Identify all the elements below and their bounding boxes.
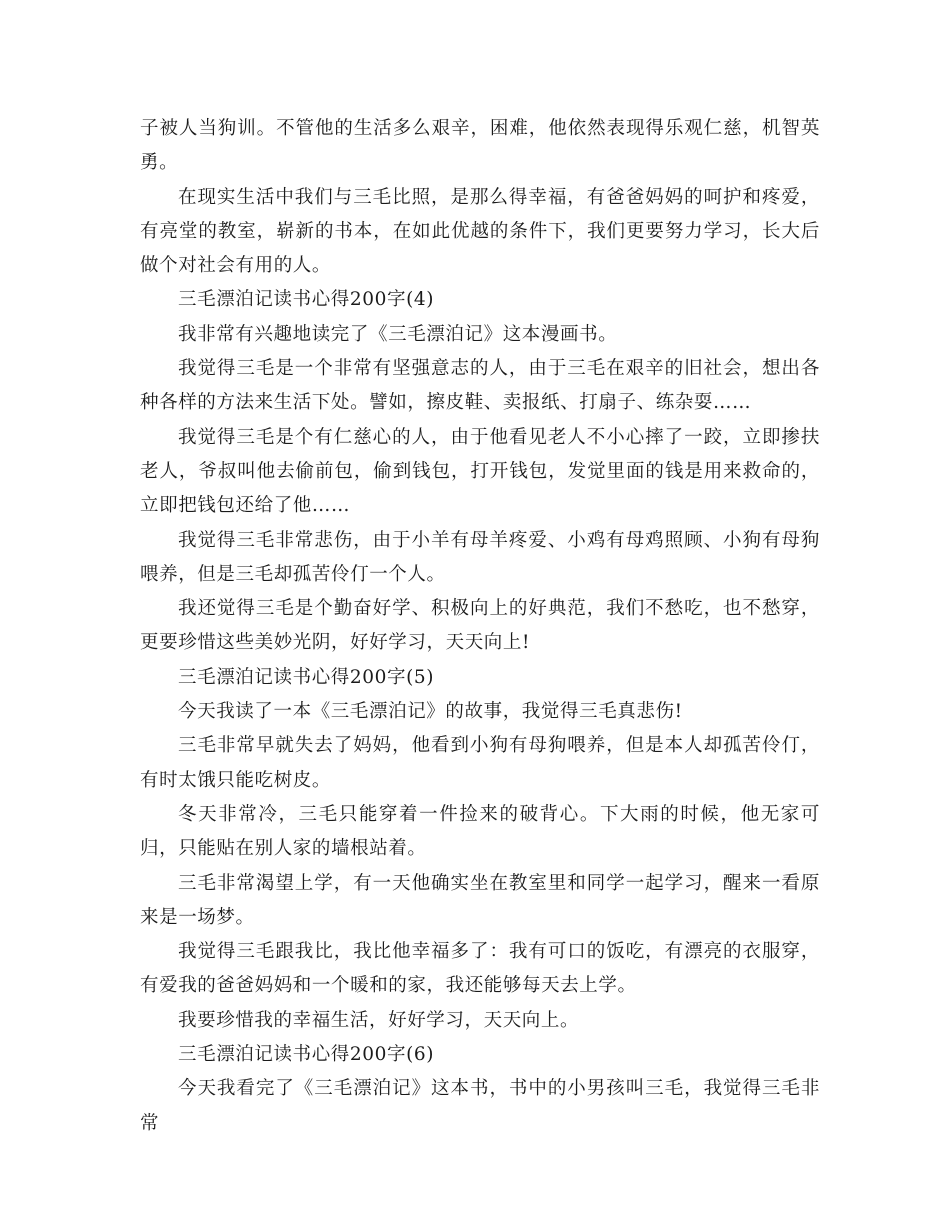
- paragraph: 冬天非常冷，三毛只能穿着一件捡来的破背心。下大雨的时候，他无家可归，只能贴在别人家的墙根站着。: [140, 803, 820, 860]
- document-body: [140, 112, 820, 1141]
- paragraph: 三毛非常渴望上学，有一天他确实坐在教室里和同学一起学习，醒来一看原来是一场梦。: [140, 872, 820, 928]
- paragraph: 在现实生活中我们与三毛比照，是那么得幸福，有爸爸妈妈的呵护和疼爱，有亮堂的教室，崭新的书本，在如此优越的条件下，我们更要努力学习，长大后做个对社会有用的人。: [140, 186, 820, 277]
- section-heading: 三毛漂泊记读书心得200字(5): [178, 666, 435, 688]
- section-heading: 三毛漂泊记读书心得200字(6): [178, 1044, 435, 1066]
- paragraph: 今天我看完了《三毛漂泊记》这本书，书中的小男孩叫三毛，我觉得三毛非常: [140, 1078, 820, 1134]
- paragraph: 我觉得三毛是个有仁慈心的人，由于他看见老人不小心摔了一跤，立即掺扶老人，爷叔叫他去偷前包，偷到钱包，打开钱包，发觉里面的钱是用来救命的，立即把钱包还给了他……: [140, 426, 820, 517]
- paragraph-continuation: 子被人当狗训。不管他的生活多么艰辛，困难，他依然表现得乐观仁慈，机智英勇。: [140, 118, 820, 174]
- paragraph: 我觉得三毛跟我比，我比他幸福多了：我有可口的饭吃，有漂亮的衣服穿，有爱我的爸爸妈妈和一个暖和的家，我还能够每天去上学。: [140, 941, 820, 997]
- paragraph: 我觉得三毛非常悲伤，由于小羊有母羊疼爱、小鸡有母鸡照顾、小狗有母狗喂养，但是三毛却孤苦伶仃一个人。: [140, 529, 820, 585]
- paragraph: 三毛非常早就失去了妈妈，他看到小狗有母狗喂养，但是本人却孤苦伶仃，有时太饿只能吃树皮。: [140, 735, 820, 791]
- paragraph: 我非常有兴趣地读完了《三毛漂泊记》这本漫画书。: [178, 323, 618, 345]
- paragraph: 我还觉得三毛是个勤奋好学、积极向上的好典范，我们不愁吃，也不愁穿，更要珍惜这些美妙光阴，好好学习，天天向上!: [140, 598, 820, 654]
- paragraph: 我觉得三毛是一个非常有坚强意志的人，由于三毛在艰辛的旧社会，想出各种各样的方法来生活下处。譬如，擦皮鞋、卖报纸、打扇子、练杂耍……: [140, 358, 820, 414]
- paragraph: 我要珍惜我的幸福生活，好好学习，天天向上。: [178, 1009, 580, 1031]
- paragraph: 今天我读了一本《三毛漂泊记》的故事，我觉得三毛真悲伤!: [178, 701, 683, 723]
- section-heading: 三毛漂泊记读书心得200字(4): [178, 289, 435, 311]
